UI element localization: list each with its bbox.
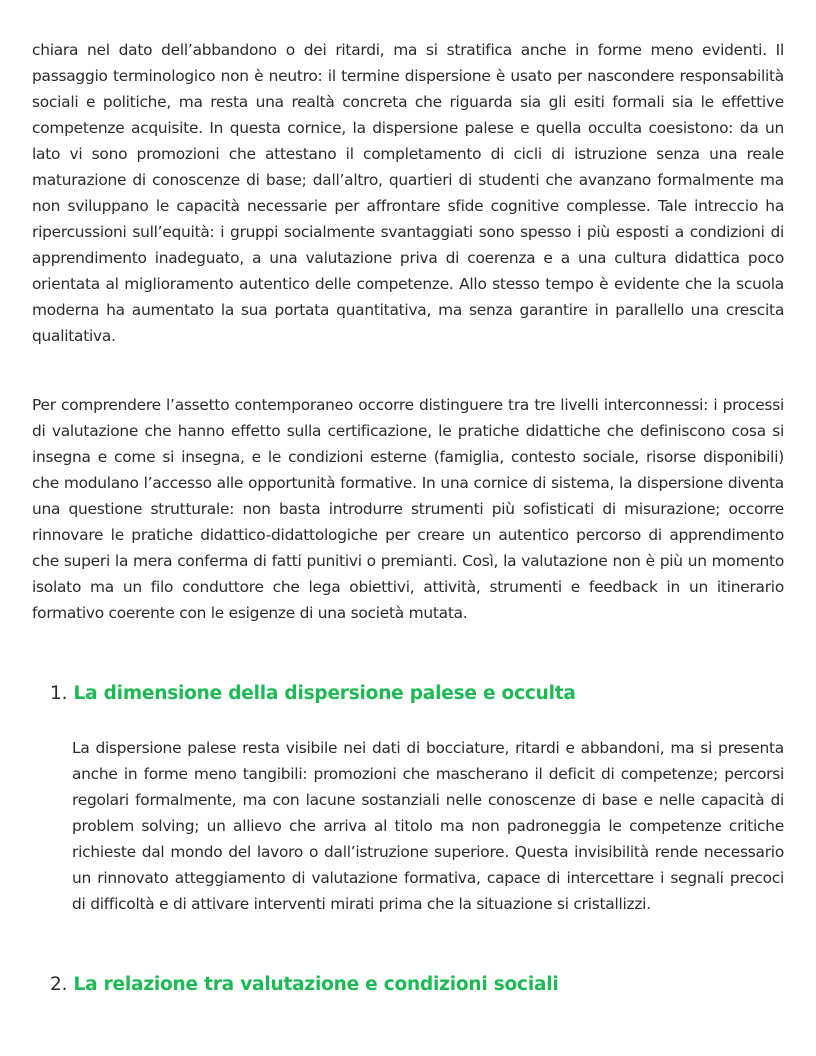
section-body: La dispersione palese resta visibile nei dati di bocciature, ritardi e abbandoni, ma si presenta anche in forme meno tangibili: promozioni che mascherano il deficit di competenze; percorsi regolari formalmente, ma con lacune sostanziali nelle conoscenze di base e nelle capacità di problem solving; un allievo che arriva al titolo ma non padroneggia le competenze critiche richieste dal mondo del lavoro o dall’istruzione superiore. Questa invisibilità rende necessario un rinnovato atteggiamento di valutazione formativa, capace di intercettare i segnali precoci di difficoltà e di attivare interventi mirati prima che la situazione si cristallizzi. (72, 739, 784, 913)
section-number: 1. (50, 683, 68, 704)
section-heading (50, 972, 559, 998)
body-paragraph: Per comprendere l’assetto contemporaneo occorre distinguere tra tre livelli interconnessi: i processi di valutazione che hanno effetto sulla certificazione, le pratiche didattiche che definiscono cosa si insegna e come si insegna, e le condizioni esterne (famiglia, contesto sociale, risorse disponibili) che modulano l’accesso alle opportunità formative. In una cornice di sistema, la dispersione diventa una questione strutturale: non basta introdurre strumenti più sofisticati di misurazione; occorre rinnovare le pratiche didattico-didattologiche per creare un autentico percorso di apprendimento che superi la mera conferma di fatti punitivi o premianti. Così, la valutazione non è più un momento isolato ma un filo conduttore che lega obiettivi, attività, strumenti e feedback in un itinerario formativo coerente con le esigenze di una società mutata. (32, 396, 784, 622)
section-number: 2. (50, 974, 68, 995)
section-heading (50, 681, 576, 707)
section-title: La relazione tra valutazione e condizioni sociali (73, 974, 559, 995)
body-paragraph: chiara nel dato dell’abbandono o dei ritardi, ma si stratifica anche in forme meno evidenti. Il passaggio terminologico non è neutro: il termine dispersione è usato per nascondere responsabilità sociali e politiche, ma resta una realtà concreta che riguarda sia gli esiti formali sia le effettive competenze acquisite. In questa cornice, la dispersione palese e quella occulta coesistono: da un lato vi sono promozioni che attestano il completamento di cicli di istruzione senza una reale maturazione di conoscenze di base; dall’altro, quartieri di studenti che avanzano formalmente ma non sviluppano le capacità necessarie per affrontare sfide cognitive complesse. Tale intreccio ha ripercussioni sull’equità: i gruppi socialmente svantaggiati sono spesso i più esposti a condizioni di apprendimento inadeguato, a una valutazione priva di coerenza e a una cultura didattica poco orientata al miglioramento autentico delle competenze. Allo stesso tempo è evidente che la scuola moderna ha aumentato la sua portata quantitativa, ma senza garantire in parallello una crescita qualitativa. (32, 41, 784, 345)
section-title: La dimensione della dispersione palese e occulta (73, 683, 576, 704)
